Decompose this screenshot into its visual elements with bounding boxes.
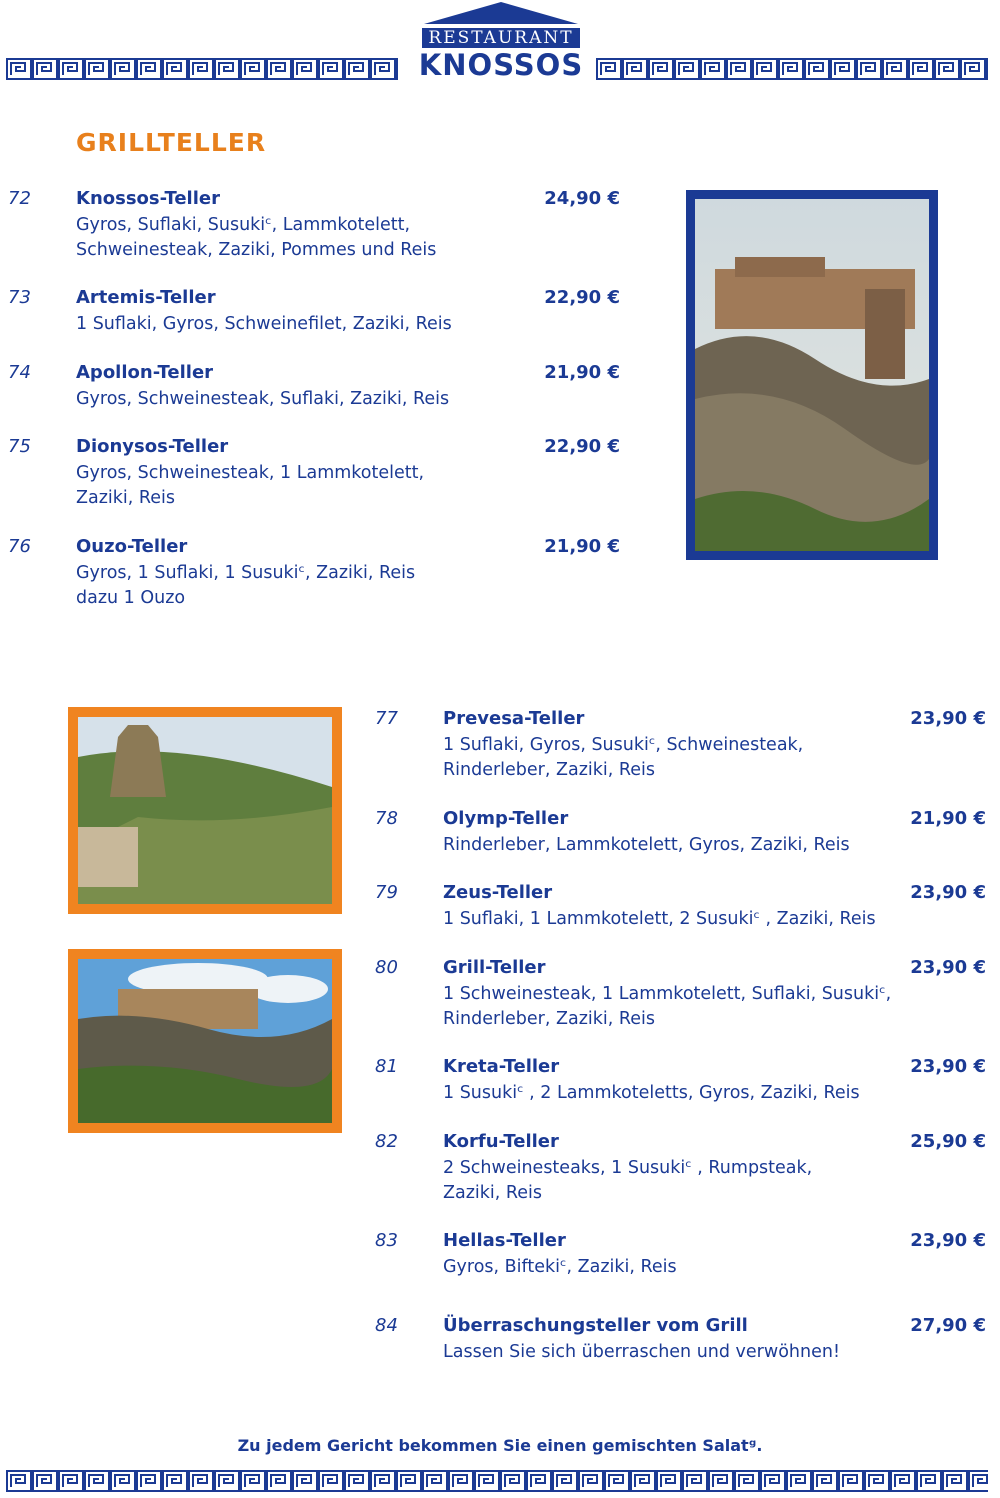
item-description-line: Zaziki, Reis <box>76 488 176 508</box>
item-description-line: 1 Schweinesteak, 1 Lammkotelett, Suflaki, Susukiᶜ, <box>443 984 892 1004</box>
item-name: Olymp-Teller <box>443 808 569 829</box>
greek-key-border-bottom <box>6 1470 988 1492</box>
bell-photo <box>68 707 342 914</box>
logo-knossos-text: KNOSSOS <box>418 48 584 82</box>
item-price: 27,90 € <box>910 1315 986 1336</box>
item-number: 73 <box>8 287 31 308</box>
item-name: Zeus-Teller <box>443 882 553 903</box>
item-price: 21,90 € <box>544 536 620 557</box>
item-price: 23,90 € <box>910 882 986 903</box>
item-number: 78 <box>375 808 398 829</box>
item-name: Knossos-Teller <box>76 188 220 209</box>
item-price: 25,90 € <box>910 1131 986 1152</box>
item-number: 76 <box>8 536 31 557</box>
monastery-photo <box>686 190 938 560</box>
item-number: 74 <box>8 362 31 383</box>
item-name: Apollon-Teller <box>76 362 214 383</box>
item-price: 22,90 € <box>544 287 620 308</box>
item-description-line: Rinderleber, Zaziki, Reis <box>443 760 656 780</box>
item-name: Ouzo-Teller <box>76 536 188 557</box>
item-description-line: Gyros, Biftekiᶜ, Zaziki, Reis <box>443 1257 677 1277</box>
item-description-line: Rinderleber, Lammkotelett, Gyros, Zaziki, Reis <box>443 835 850 855</box>
item-price: 23,90 € <box>910 708 986 729</box>
item-description-line: Gyros, Suflaki, Susukiᶜ, Lammkotelett, <box>76 215 411 235</box>
item-name: Überraschungsteller vom Grill <box>443 1315 748 1336</box>
item-number: 81 <box>375 1056 398 1077</box>
item-name: Dionysos-Teller <box>76 436 229 457</box>
item-description-line: Gyros, 1 Suflaki, 1 Susukiᶜ, Zaziki, Reis <box>76 563 416 583</box>
logo-restaurant-text: RESTAURANT <box>422 28 580 48</box>
logo-roof-icon <box>418 0 584 26</box>
item-description-line: 1 Suflaki, 1 Lammkotelett, 2 Susukiᶜ , Zaziki, Reis <box>443 909 876 929</box>
item-number: 79 <box>375 882 398 903</box>
item-name: Korfu-Teller <box>443 1131 559 1152</box>
item-name: Kreta-Teller <box>443 1056 560 1077</box>
item-price: 22,90 € <box>544 436 620 457</box>
item-number: 80 <box>375 957 398 978</box>
item-price: 21,90 € <box>910 808 986 829</box>
item-number: 83 <box>375 1230 398 1251</box>
item-name: Artemis-Teller <box>76 287 216 308</box>
footer-note: Zu jedem Gericht bekommen Sie einen gemischten Salatᵍ. <box>237 1436 763 1455</box>
item-description-line: Schweinesteak, Zaziki, Pommes und Reis <box>76 240 437 260</box>
restaurant-logo <box>418 0 584 82</box>
item-price: 21,90 € <box>544 362 620 383</box>
greek-key-border-right <box>596 58 988 80</box>
item-description-line: Gyros, Schweinesteak, Suflaki, Zaziki, Reis <box>76 389 450 409</box>
item-name: Grill-Teller <box>443 957 546 978</box>
item-number: 84 <box>375 1315 398 1336</box>
item-name: Prevesa-Teller <box>443 708 585 729</box>
item-description-line: 1 Suflaki, Gyros, Schweinefilet, Zaziki, Reis <box>76 314 452 334</box>
greek-key-border-left <box>6 58 398 80</box>
item-description-line: Lassen Sie sich überraschen und verwöhnen! <box>443 1342 840 1362</box>
item-description-line: 1 Susukiᶜ , 2 Lammkoteletts, Gyros, Zaziki, Reis <box>443 1083 860 1103</box>
item-price: 24,90 € <box>544 188 620 209</box>
item-price: 23,90 € <box>910 1056 986 1077</box>
item-description-line: dazu 1 Ouzo <box>76 588 186 608</box>
item-number: 77 <box>375 708 398 729</box>
item-description-line: Zaziki, Reis <box>443 1183 543 1203</box>
item-number: 72 <box>8 188 31 209</box>
item-number: 75 <box>8 436 31 457</box>
item-price: 23,90 € <box>910 957 986 978</box>
item-description-line: Rinderleber, Zaziki, Reis <box>443 1009 656 1029</box>
section-title: GRILLTELLER <box>76 128 267 157</box>
item-name: Hellas-Teller <box>443 1230 566 1251</box>
item-price: 23,90 € <box>910 1230 986 1251</box>
cliff-monastery-photo <box>68 949 342 1133</box>
item-description-line: 2 Schweinesteaks, 1 Susukiᶜ , Rumpsteak, <box>443 1158 813 1178</box>
item-number: 82 <box>375 1131 398 1152</box>
item-description-line: Gyros, Schweinesteak, 1 Lammkotelett, <box>76 463 425 483</box>
item-description-line: 1 Suflaki, Gyros, Susukiᶜ, Schweinesteak, <box>443 735 804 755</box>
